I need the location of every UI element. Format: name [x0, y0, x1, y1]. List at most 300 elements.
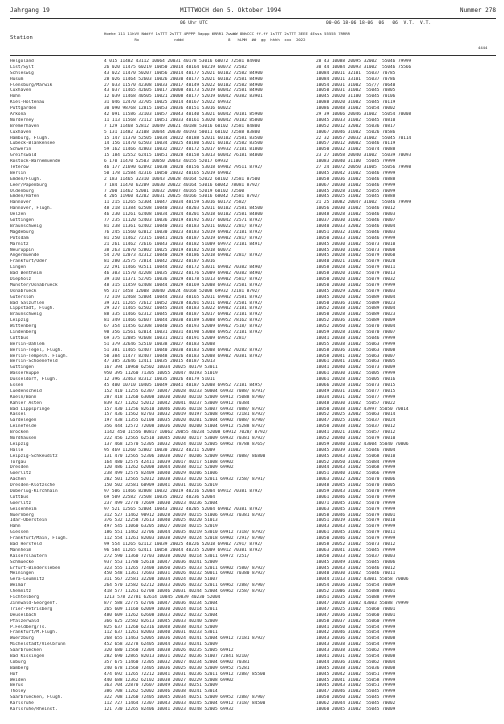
synop-groups: 47 385 32646 12411 10035 20015 40187 52013 — [104, 359, 216, 365]
climate-groups: 10058 20052 31002 55073 70012 — [316, 542, 396, 548]
synop-groups: 46 230 11261 62408 10034 20024 40201 52018 60102 72581 84800 — [104, 212, 263, 218]
climate-groups: 10067 20030 31002 55046 79999 — [316, 182, 396, 188]
synop-groups: 28 026 11464 52603 10026 20030 40177 52021 60102 72581 84900 — [104, 76, 263, 82]
climate-groups: 21 25 10082 20047 31002 55046 79999 — [316, 200, 412, 206]
climate-groups: 10045 20030 31002 55073 70008 — [316, 247, 396, 253]
climate-groups: 10045 20043 31002 55068 70010 — [316, 453, 396, 459]
synop-groups: 150 502 32581 60909 10041 20031 40216 52019 — [104, 483, 218, 489]
synop-groups: 950 395 11260 71305 10055 20047 40193 51019 — [104, 371, 218, 377]
station-name: Puttgarden — [10, 106, 37, 112]
synop-groups: 839 427 11262 52012 10042 20041 40237 53009 69912 70384 — [104, 400, 250, 406]
synop-groups: 7 129 11468 52812 10049 20021 40188 53016 60102 72581 84800 — [104, 123, 260, 129]
station-name: Bad Lippspringe — [10, 406, 50, 412]
station-name: Helgoland — [10, 59, 34, 64]
station-table — [10, 59, 496, 713]
synop-groups: 440 688 12362 62102 10038 20027 40229 52008 69902 — [104, 677, 234, 683]
synop-subheader: Rx nddd 8 hLMH ## gg hhhh xxx 2022 — [104, 37, 306, 42]
station-name: Leipzig-Schkeuditz — [10, 453, 58, 459]
climate-groups: 10071 20045 31002 55070 79999 — [316, 500, 396, 506]
station-name: Wuerzburg — [10, 636, 34, 642]
synop-groups: 11 113 11568 72112 10051 20033 40161 53020 60042 70182 85800 — [104, 117, 263, 123]
station-name: Zinnwald-Georgenf. — [10, 600, 58, 606]
station-name: Aachen — [10, 477, 26, 483]
climate-groups: 10061 20045 31002 55079 70011 — [316, 530, 396, 536]
synop-groups: 164 480 12575 42411 10039 20017 40217 51008 69902 — [104, 459, 234, 465]
climate-groups: 10050 20046 31002 55079 79999 — [316, 536, 396, 542]
climate-groups: 10059 20043 31002 55070 79999 — [316, 489, 396, 495]
synop-groups: 272 590 11360 72703 10038 20020 40214 53011 69972 7251/ — [104, 553, 250, 559]
synop-groups: 50 178 12584 42316 10050 20032 40165 52019 69902 — [104, 170, 231, 176]
climate-groups: 10043 20043 31002 55079 79999 — [316, 524, 396, 530]
climate-groups: 10084 20011 32101 55037 70785 — [316, 70, 396, 76]
station-name: Leer/Papenburg — [10, 182, 48, 188]
climate-groups: 10057 20012 30002 55046 70119 — [316, 141, 396, 147]
climate-groups: 10044 20036 31002 55062 70004 — [316, 659, 396, 665]
synop-groups: 39 321 11265 72612 10052 20028 40201 52011 69902 72581 8792/ — [104, 300, 263, 306]
climate-groups: 10040 20021 31002 55079 70020 — [316, 259, 396, 265]
synop-groups: 69 509 22582 72508 10035 20022 40236 52004 — [104, 494, 216, 500]
synop-groups: 46 177 21690 62092 10038 20020 40156 53018 69902 79511 8792/ — [104, 165, 263, 171]
station-name: Bad Kissingen — [10, 653, 45, 659]
station-name: Lippstadt, Flugh. — [10, 306, 55, 312]
climate-groups: 10047 20046 31002 55045 79999 — [316, 689, 396, 695]
synop-groups: 131 470 12565 52306 10038 20027 40206 52009 69902 7088/ 86800 — [104, 453, 266, 459]
synop-groups: 12 396 32463 82312 10035 20026 40179 51011 — [104, 377, 216, 383]
climate-groups: 10088 20020 31002 55045 70119 — [316, 100, 396, 106]
station-name: Diepholz — [10, 276, 32, 282]
synop-groups: 72 319 12468 52004 10044 20033 40165 52011 69902 72581 8792/ — [104, 294, 263, 300]
synop-groups: 7 184 11470 62209 10030 20022 40164 53016 60042 78081 8792/ — [104, 182, 260, 188]
climate-groups: 10052 20038 31002 55089 70004 — [316, 306, 396, 312]
station-name: Bad Bentheim — [10, 271, 42, 277]
synop-groups: 31 046 12470 32705 10025 20014 40167 52022 69932 — [104, 100, 231, 106]
station-name: Magdeburg — [10, 229, 34, 235]
synop-groups: 21 261 11462 72616 10043 20033 40182 51009 69972 72181 8491/ — [104, 241, 263, 247]
synop-groups: 97 521 12565 52004 10043 20032 40205 52004 69902 70381 8792/ — [104, 506, 263, 512]
station-name: Luedenscheid — [10, 388, 42, 394]
station-name: Berus — [10, 683, 24, 689]
station-name: Schleswig — [10, 70, 34, 76]
station-name: Mannheim — [10, 547, 32, 553]
climate-groups: 10047 20025 31002 55060 70001 — [316, 606, 396, 612]
synop-groups: 81 349 11466 62607 10044 20030 40189 53008 69952 78162 8792/ — [104, 318, 263, 324]
climate-groups: 10052 20012 32002 55036 70817 — [316, 123, 396, 129]
climate-groups: 10056 20030 31002 55046 70012 — [316, 206, 396, 212]
synop-groups: 237 499 22770 72609 10030 20023 40236 52004 — [104, 500, 218, 506]
climate-groups: 10050 20033 31002 55046 79999 — [316, 235, 396, 241]
synop-groups: 77 235 11120 52403 10036 20019 40192 53017 60042 72571 8792/ — [104, 218, 263, 224]
station-name: Kahler Asten — [10, 400, 42, 406]
station-name: Goerlitz — [10, 471, 32, 477]
climate-groups: 10059 20028 31002 55070 70007 — [316, 329, 396, 335]
synop-groups: 186 551 11462 32706 10044 20035 40219 53010 69912 7318/ 8792/ — [104, 530, 266, 536]
station-name: Cottbus — [10, 494, 29, 500]
station-name: Leipzig — [10, 318, 29, 324]
climate-groups: 10045 20020 31002 55089 70004 — [316, 294, 396, 300]
synop-groups: 197 438 11355 62108 10035 20020 40201 52004 69902 7088/ 8790/ — [104, 418, 266, 424]
synop-groups: 2 183 11465 32310 10043 20028 40164 52022 60102 72581 87500 — [104, 176, 260, 182]
station-name: Karlsruhe — [10, 701, 34, 707]
station-name: Husum — [10, 76, 24, 82]
station-column-header: Station — [10, 35, 33, 41]
station-name: Neuruppin — [10, 247, 34, 253]
station-name: Nordhausen — [10, 436, 37, 441]
climate-groups: 10052 20040 31002 55079 70010 — [316, 436, 396, 441]
synop-groups: 121 730 12265 82406 10041 20023 40248 52005 69932 — [104, 706, 234, 712]
climate-groups: 10043 20036 31002 55054 70008 — [316, 636, 396, 642]
synop-groups: 264 570 12582 62212 10033 20026 40232 52011 69962 7288/ 8790/ — [104, 583, 266, 589]
station-name: Rostock-Warnemuende — [10, 159, 61, 165]
synop-groups: 112 637 11261 82003 10040 20031 40233 53011 — [104, 630, 218, 636]
station-name: Michelstadt/Vielbrunn — [10, 642, 66, 648]
synop-groups: 366 625 22582 82613 10045 20033 40240 52009 — [104, 618, 218, 624]
station-name: Berlin — [10, 170, 26, 176]
climate-groups: 10061 20041 31002 55063 70005 — [316, 359, 396, 365]
station-name: Berlin-Tegel, Flugh. — [10, 347, 63, 353]
climate-groups: 10067 20046 31002 55026 70586 — [316, 129, 396, 135]
climate-groups: 10045 20042 31002 55046 79999 — [316, 170, 396, 176]
synop-groups: 452 658 32278 62405 10044 20033 40241 52009 — [104, 642, 218, 648]
station-name: Teterow — [10, 165, 29, 171]
station-name: Pfalzerwald — [10, 618, 40, 624]
station-name: Saarbruecken — [10, 648, 42, 654]
synop-groups: 222 456 12565 62510 10045 20030 40217 53009 69932 70381 8792/ — [104, 436, 266, 441]
synop-groups: 323 555 11265 72408 10050 20035 40233 52011 69902 7580/ 8792/ — [104, 565, 266, 571]
climate-groups: 10041 20038 31002 55046 79999 — [316, 335, 396, 341]
station-name: Kaiserslautern — [10, 553, 48, 559]
station-name: Goerlitz — [10, 500, 32, 506]
climate-groups: 10045 20039 31002 55046 70004 — [316, 447, 396, 453]
station-name: Hohn — [10, 94, 21, 100]
climate-groups: 10083 20040 31100 55045 79999 — [316, 159, 396, 165]
station-name: Doberlug-Kirchhain — [10, 489, 58, 495]
synop-groups: 50 384 11477 82407 10048 20026 40183 52008 69902 70381 8792/ — [104, 353, 263, 359]
synop-groups: 287 418 11260 63008 10030 20030 40210 52009 69912 75088 8790/ — [104, 394, 266, 400]
synop-groups: 386 708 11262 52002 10046 20038 40241 53014 — [104, 689, 218, 695]
station-name: Weiden — [10, 677, 26, 683]
climate-groups: 10050 20028 31002 55089 70023 — [316, 312, 396, 318]
climate-groups: 10063 20032 32002 55070 70006 — [316, 477, 396, 483]
climate-groups: 10047 20036 31002 55060 70001 — [316, 612, 396, 618]
synop-groups: 51 379 32646 52510 10038 20027 40183 52008 — [104, 341, 216, 347]
synop-groups: 418 577 11261 62708 10046 20031 40244 52004 69962 7258/ 8792/ — [104, 589, 266, 595]
station-name: Lindenberg — [10, 329, 37, 335]
station-name: Hahn — [10, 524, 21, 530]
synop-groups: 39 310 11371 52705 10036 20029 40178 51013 69902 7581/ 8792/ — [104, 276, 263, 282]
station-name: Potsdam — [10, 235, 29, 241]
issue-number: Nummer 278 — [459, 7, 496, 14]
climate-groups: 10041 20031 31002 55054 70008 — [316, 653, 396, 659]
station-name: Weimar — [10, 583, 26, 589]
climate-groups: 10047 20028 31002 43003 55088 79999 — [316, 600, 409, 606]
synop-groups: 7 200 11462 52001 10032 20007 40165 52019 60102 72500 — [104, 188, 245, 194]
synop-groups: 157 436 11562 82703 10032 20019 40197 52008 69962 72181 8792/ — [104, 412, 266, 418]
climate-groups: 10050 20031 31002 55045 70805 — [316, 88, 396, 94]
station-name: P.Feldberg/Ts. — [10, 624, 48, 630]
synop-groups: 95 469 11260 52802 10030 20022 40211 52009 — [104, 447, 216, 453]
synop-groups: 497 545 11060 63205 10027 20018 40215 52019 — [104, 524, 218, 530]
climate-groups: 10055 20038 31002 55063 79999 — [316, 341, 396, 347]
synop-groups: 157 430 11256 82610 10046 20036 40218 53007 69932 7088/ 8792/ — [104, 406, 266, 412]
climate-groups: 10043 20038 31002 55054 79999 — [316, 642, 396, 648]
climate-groups: 23 27 10058 20040 31002 55039 70093 — [316, 153, 412, 159]
station-name: Deuselbach — [10, 612, 37, 618]
station-name: Idar-Oberstein — [10, 518, 48, 524]
station-name: Angermuende — [10, 253, 40, 259]
synop-groups: 88 335 11466 62312 10045 20030 40187 52017 69902 72181 8792/ — [104, 312, 263, 318]
climate-groups: 10061 20046 31002 55070 79999 — [316, 494, 396, 500]
station-name: Gutersloh — [10, 294, 34, 300]
climate-groups: 10050 20032 31002 55074 70088 — [316, 147, 396, 153]
synop-groups: 99 554 11265 62112 10039 20025 40226 52018 69902 7291/ 8792/ — [104, 542, 263, 548]
synop-groups: 98 356 12561 62014 10031 20031 40190 53008 69952 72181 8792/ — [104, 329, 263, 335]
synop-groups: 376 532 12258 72613 10040 20025 40220 51013 — [104, 518, 218, 524]
synop-groups: 81 238 11361 62402 10040 20031 40183 52011 60022 7281/ 8792/ — [104, 223, 263, 229]
climate-groups: 10054 20036 31002 55054 70009 — [316, 583, 396, 589]
climate-groups: 10043 20038 31002 55062 79999 — [316, 648, 396, 654]
synop-groups: 282 690 12865 82013 10031 20022 40236 51007 72841 8210/ — [104, 653, 250, 659]
climate-groups: 10049 20031 31002 55077 70015 — [316, 388, 396, 394]
climate-groups: 10066 20028 31002 55073 70015 — [316, 382, 396, 388]
station-name: Hannover, Flugh. — [10, 206, 53, 212]
climate-groups: 10050 20038 31002 55037 70012 — [316, 424, 396, 430]
table-rule — [10, 55, 496, 56]
station-name: Lubeck-Blankensee — [10, 141, 55, 147]
synop-groups: 825 637 11260 62316 10048 20038 40243 52009 — [104, 624, 218, 630]
station-name: Hannover — [10, 200, 32, 206]
station-name: Giessen — [10, 530, 29, 536]
climate-groups: 10045 20028 31002 55079 70060 — [316, 253, 396, 259]
climate-groups: 10045 20030 31002 55073 70010 — [316, 241, 396, 247]
climate-groups: 10054 20031 31002 55/// 70640 — [316, 82, 396, 88]
synop-groups: 48 315 11459 62408 10044 20029 40169 52008 69932 72581 8792/ — [104, 282, 263, 288]
station-name: Berlin-Tempelh. Flugh. — [10, 353, 69, 359]
synop-groups: 112 727 11464 72307 10043 20033 40245 52004 69912 7318/ 84500 — [104, 701, 266, 707]
climate-groups: 28 43 10088 20095 32002 55046 79999 — [316, 59, 412, 64]
climate-groups: 10045 20043 31002 55046 70012 — [316, 565, 396, 571]
climate-groups: 10050 20030 31002 55079 79999 — [316, 282, 396, 288]
climate-groups: 10047 20025 31002 55037 70024 — [316, 418, 396, 424]
station-name: Chemnitz — [10, 589, 32, 595]
synop-groups: 322 708 11260 72405 10045 20034 40251 52009 69952 7288/ 8790/ — [104, 695, 266, 701]
station-name: Erfurt-Bindersleben — [10, 565, 61, 571]
climate-groups: 29 39 10066 20046 31002 55054 70008 — [316, 112, 412, 118]
date-label: MITTWOCH den 5. Oktober 1994 — [180, 7, 282, 14]
climate-groups: 10058 20036 31002 55063 70008 — [316, 347, 396, 353]
synop-groups: 120 486 11262 62008 10044 20038 40212 52009 69902 — [104, 465, 234, 471]
station-name: Dresden-Klotzsche — [10, 483, 55, 489]
volume-label: Jahrgang 19 — [10, 7, 50, 14]
climate-groups: 10061 20030 31002 55005 79999 — [316, 371, 396, 377]
synop-groups: 937 553 11780 52610 10047 20036 40241 52009 — [104, 559, 218, 565]
station-name: Saarbruecken, Flugh. — [10, 695, 63, 701]
climate-groups: 10051 20040 31002 55066 79999 — [316, 471, 396, 477]
synop-column-header: Hoehe 111 11hVV Nddff 1sTTT 2sTTT 4PPPP 5appp 6RRR1 7wwWW 8NhCCC ff-ff 1sTTT 2sTTT 3EEE 4Esss 55555 7RRRR — [104, 31, 350, 36]
station-name: Halle — [10, 447, 24, 453]
climate-groups: 10045 20038 31002 55036 70008 — [316, 665, 396, 671]
synop-groups: 69 375 12085 92608 10031 20021 40191 52009 69952 7281/ — [104, 335, 247, 341]
climate-groups: 10050 20036 31002 55089 70023 — [316, 300, 396, 306]
climate-groups: 10062 20044 31002 55045 70002 — [316, 701, 396, 707]
climate-groups: 10063 20041 31002 55045 79999 — [316, 547, 396, 553]
synop-groups: 202 501 12565 52012 10038 20033 40220 52011 69932 7258/ 8791/ — [104, 477, 266, 483]
climate-groups: 10048 20045 31002 55070 70005 — [316, 483, 396, 489]
synop-groups: 5 131 11482 32108 10044 20030 40193 50011 60102 72588 83800 — [104, 129, 260, 135]
station-name: Dresden — [10, 465, 29, 471]
station-name: Trier-Petrisberg — [10, 606, 53, 612]
synop-groups: 42 091 11586 32103 10057 20043 40140 53021 60042 70181 85900 — [104, 112, 263, 118]
synop-groups: 240 678 11560 72405 10036 20025 40230 52009 69952 75281 — [104, 665, 250, 671]
synop-groups: 67 354 11456 62308 10040 20035 40193 52009 69962 7518/ 8792/ — [104, 324, 263, 330]
station-name: Norderney — [10, 117, 34, 123]
climate-groups: 10045 20033 31002 55045 70810 — [316, 117, 396, 123]
synop-groups: 38 263 12070 52802 10025 20019 40182 52018 60072 — [104, 247, 231, 253]
synop-groups: 22 291 11466 92511 10044 20032 40172 53011 69902 70382 8490/ — [104, 265, 263, 271]
station-name: Meiningen — [10, 571, 34, 577]
station-name: Schwerin — [10, 147, 32, 153]
station-name: Kiel-Holtenau — [10, 100, 45, 106]
climate-groups: 10044 21013 31002 43001 55058 70006 — [316, 577, 409, 583]
station-name: Leinefelde — [10, 424, 37, 430]
synop-groups: 54 270 12073 42312 10040 20029 40186 52018 69902 7281/ 8792/ — [104, 253, 263, 259]
synop-groups: 137 468 12570 52305 10032 20024 40210 52005 69962 78788 8765/ — [104, 441, 266, 447]
period-label: 00-06 18-06 18-06 06 06 V.T. V.T. — [326, 21, 432, 26]
station-name: Emden/Flugh. — [10, 176, 42, 182]
synop-groups: 265 609 11160 62009 10030 20024 40214 52011 — [104, 606, 218, 612]
climate-groups: 10050 20038 31002 43997 55050 70014 — [316, 406, 409, 412]
station-name: Coburg — [10, 659, 26, 665]
station-name: Leipzig — [10, 441, 29, 447]
station-name: Osnabrueck — [10, 288, 37, 294]
station-name: Cuxhaven — [10, 129, 32, 135]
synop-groups: 474 692 11265 72212 10041 20031 40236 52011 69912 7288/ 85500 — [104, 671, 266, 677]
climate-groups: 10052 20050 31002 55084 79999 — [316, 459, 396, 465]
climate-groups: 10037 20030 31002 55046 70007 — [316, 218, 396, 224]
station-name: Schmuecke — [10, 559, 34, 565]
climate-groups: 27 24 10072 20050 31005 55056 79998 — [316, 165, 412, 171]
synop-groups: 877 588 22775 62706 10047 20036 40234 52004 — [104, 600, 218, 606]
station-name: Hamburg, Flugh. — [10, 135, 50, 141]
synop-groups: 29 327 11465 62502 10045 20034 40183 53022 69902 72181 8792/ — [104, 306, 263, 312]
climate-groups: 10048 20030 31002 55057 70022 — [316, 400, 396, 406]
station-name: Wasserkuppe — [10, 371, 40, 377]
station-name: Uelzen — [10, 212, 26, 218]
climate-groups: 10041 20050 31002 55054 79999 — [316, 624, 396, 630]
station-name: Karlsruhe/Rheinst. — [10, 706, 58, 712]
climate-groups: 10045 20041 31002 55058 79999 — [316, 677, 396, 683]
station-name: Munster/Osnabrueck — [10, 282, 58, 288]
station-name: List/Sylt — [10, 64, 34, 70]
station-name: Cottbus — [10, 335, 29, 341]
synop-groups: 81 280 32575 72814 10042 20022 40187 53016 — [104, 259, 216, 265]
station-name: Lingen — [10, 265, 26, 271]
station-name: Braunschweig — [10, 223, 42, 229]
group-label: 4444 — [478, 45, 488, 50]
station-name: Berlin-Schoenefeld — [10, 359, 58, 365]
station-name: Frankfurt/M.Flugh. — [10, 630, 58, 636]
synop-groups: 97 506 11466 82808 10032 20019 40216 52004 69912 70381 8792/ — [104, 489, 263, 495]
synop-groups: 238 499 12575 82409 10040 20029 40206 51006 — [104, 471, 218, 477]
climate-groups: 10042 20046 31002 55054 79999 — [316, 630, 396, 636]
synop-groups: 320 680 11560 72304 10038 20026 40235 52005 69912 — [104, 648, 234, 654]
station-name: Arkona — [10, 112, 26, 118]
climate-groups: 10052 20036 31002 55089 70009 — [316, 318, 396, 324]
climate-groups: 10041 20021 31002 55057 70012 — [316, 430, 396, 436]
synop-groups: 43 022 11470 50207 10056 20014 40177 52021 60102 72582 84900 — [104, 70, 263, 76]
synop-groups: 76 245 11560 62012 10030 20023 40183 52019 69902 72181 8792/ — [104, 229, 263, 235]
synop-groups: 356 444 12572 72008 10036 20020 40200 51004 69912 75288 8792/ — [104, 424, 266, 430]
synop-groups: 27 033 11570 42308 10033 20017 40149 52022 60102 72582 84900 — [104, 82, 263, 88]
synop-groups: 311 567 22581 32208 10034 20024 40230 51007 — [104, 577, 218, 583]
station-name: Greifswald — [10, 153, 37, 159]
station-name: Frankfurt/Main, Flugh. — [10, 536, 69, 542]
station-name: Frankfurt/Oder — [10, 259, 48, 265]
synop-groups: 95 317 1458 12008 10040 20024 40168 52008 69932 72181 8792/ — [104, 288, 260, 294]
station-name: Tholey — [10, 689, 26, 695]
station-name: Fichtelberg — [10, 595, 40, 601]
station-name: Wittenberg — [10, 324, 37, 330]
synop-groups: 14 156 11470 62503 10034 20025 40180 53021 60102 72582 83500 — [104, 141, 263, 147]
climate-groups: 10050 20020 31002 55079 70032 — [316, 276, 396, 282]
synop-groups: 15 184 12552 62415 10051 20028 40158 53013 60042 76181 84800 — [104, 153, 263, 159]
synop-groups: 81 250 11462 72315 10041 20026 40187 52019 69902 7281/ 8792/ — [104, 235, 263, 241]
synop-groups: 450 548 11361 72603 10031 20026 40232 50011 69902 70380 8792/ — [104, 571, 266, 577]
station-name: Bremerhaven — [10, 123, 40, 129]
climate-groups: 10051 20019 31002 55079 70010 — [316, 518, 396, 524]
climate-groups: 10058 20036 31002 55046 70888 — [316, 176, 396, 182]
climate-groups: 10060 20045 31002 55045 70009 — [316, 706, 396, 712]
station-name: Koeln/Bonn — [10, 394, 37, 400]
synop-groups: 112 554 11261 82003 10038 20029 40224 52018 69902 7291/ 8790/ — [104, 536, 266, 542]
station-name: Geisenheim — [10, 506, 37, 512]
station-name: Kassel — [10, 412, 26, 418]
synop-groups: 59 162 11466 42803 10032 20027 40172 52017 69932 72181 81800 — [104, 147, 263, 153]
climate-groups: 10058 20046 31002 55079 70001 — [316, 512, 396, 518]
climate-groups: 10045 20025 31002 55045 70888 — [316, 194, 396, 200]
climate-groups: 10086 20048 31002 55054 70002 — [316, 106, 396, 112]
climate-groups: 10063 20045 31002 55079 79999 — [316, 506, 396, 512]
synop-groups: 167 394 10960 62502 10034 20025 40179 53011 — [104, 365, 218, 371]
climate-groups: 10041 20040 31002 55073 70009 — [316, 365, 396, 371]
station-name: Dusseldorf, Flugh. — [10, 377, 58, 383]
climate-groups: 10044 20043 31002 55068 79999 — [316, 465, 396, 471]
station-name: Cuxhaven — [10, 88, 32, 94]
climate-groups: 10061 20028 31002 55005 70016 — [316, 377, 396, 383]
climate-groups: 10058 20028 31002 55079 70011 — [316, 265, 396, 271]
synop-groups: 30 090 98768 12815 10053 20036 40151 53016 60022 — [104, 106, 231, 112]
synop-groups: 26 020 11475 60219 10050 20014 40164 60219 60072 72582 — [104, 64, 247, 70]
climate-groups: 10045 20029 32002 55079 70003 — [316, 288, 396, 294]
synop-groups: 46 303 11570 42208 10035 20022 40176 52009 69902 70382 8490/ — [104, 271, 263, 277]
synop-groups: 45 400 10710 10405 10049 20041 40187 52008 69952 72181 8495/ — [104, 382, 263, 388]
climate-groups: 10034 20031 31002 55077 79999 — [316, 394, 396, 400]
climate-groups: 10050 20033 31002 55037 70003 — [316, 553, 396, 559]
synop-groups: 480 609 11262 62608 10033 20022 40232 52004 — [104, 612, 218, 618]
climate-groups: 10050 20050 31002 55045 79999 — [316, 695, 396, 701]
page-header — [10, 7, 496, 17]
climate-groups: 30 44 10084 20093 31002 55046 75566 — [316, 64, 412, 70]
synop-groups: 268 655 11463 52005 10036 20024 40241 52004 69912 72181 8792/ — [104, 636, 266, 642]
climate-groups: 10058 20037 31002 55060 79999 — [316, 618, 396, 624]
station-name: Brocken — [10, 430, 29, 436]
climate-groups: 22 32 10057 20032 31002 55045 70114 — [316, 135, 412, 141]
climate-groups: 10045 20042 31002 55051 79999 — [316, 671, 396, 677]
station-name: Bad Salzuflen — [10, 300, 45, 306]
climate-groups: 10059 20040 31002 43004 55040 70006 — [316, 441, 409, 447]
station-name: Berlin-Dahlem — [10, 341, 45, 347]
station-name: Marnitz — [10, 241, 29, 247]
station-name: Flensburg/Marwik — [10, 82, 53, 88]
